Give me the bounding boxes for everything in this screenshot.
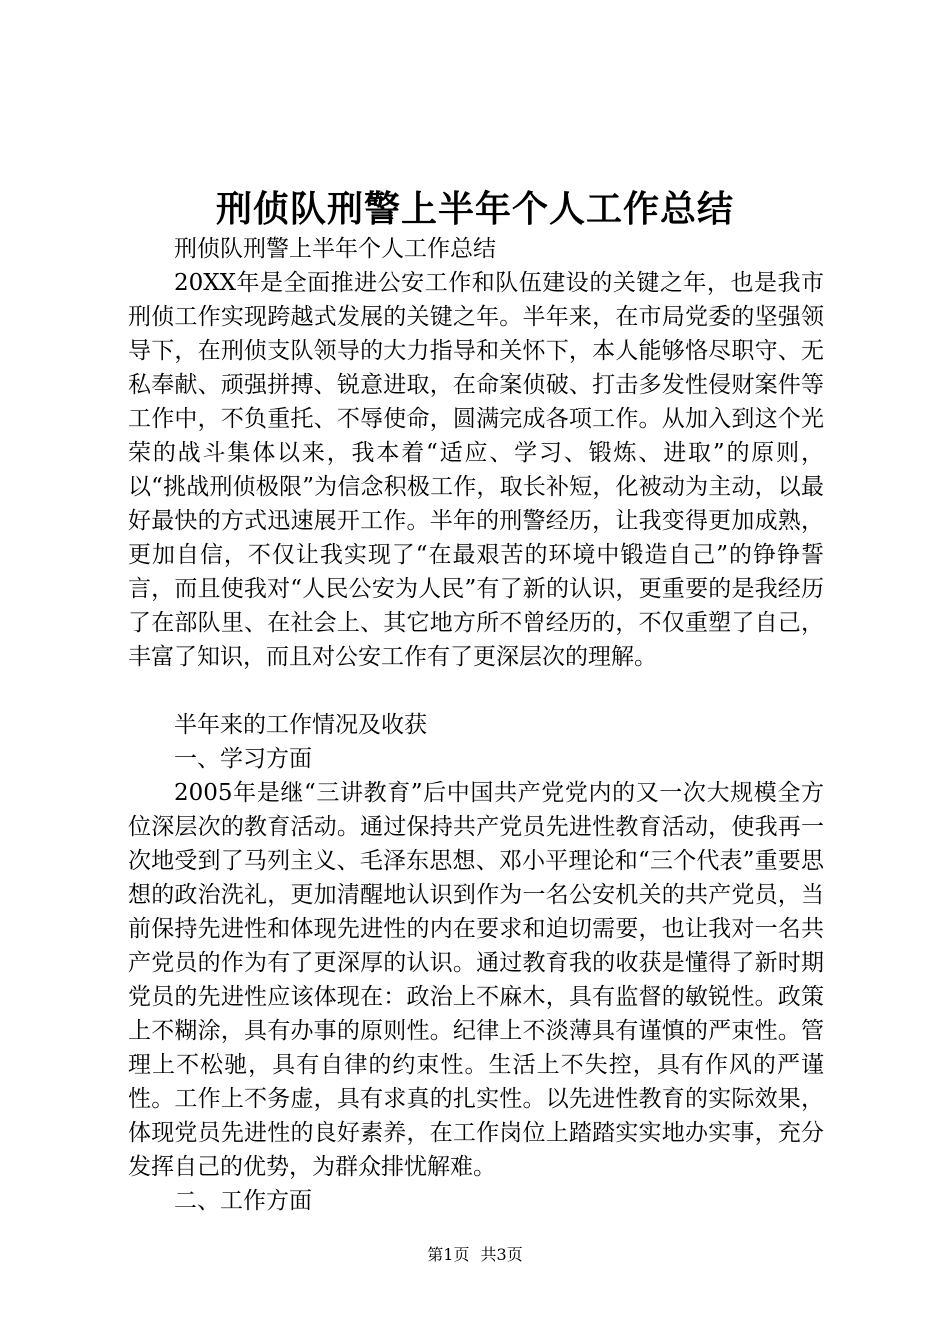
section2-heading: 二、工作方面 [174,1188,312,1214]
section1-heading: 一、学习方面 [174,746,312,772]
intro-paragraph: 20XX年是全面推进公安工作和队伍建设的关键之年，也是我市刑侦工作实现跨越式发展的关键之年。半年来，在市局党委的坚强领导下，在刑侦支队领导的大力指导和关怀下，本人能够恪尽职守、无私奉献、顽强拼搏、锐意进取，在命案侦破、打击多发性侵财案件等工作中，不负重托、不辱使命，圆满完成各项工作。从加入到这个光荣的战斗集体以来，我本着“适应、学习、锻炼、进取”的原则，以“挑战刑侦极限”为信念积极工作，取长补短，化被动为主动，以最好最快的方式迅速展开工作。半年的刑警经历，让我变得更加成熟，更加自信，不仅让我实现了“在最艰苦的环境中锻造自己”的铮铮誓言，而且使我对“人民公安为人民”有了新的认识，更重要的是我经历了在部队里、在社会上、其它地方所不曾经历的，不仅重塑了自己，丰富了知识，而且对公安工作有了更深层次的理解。 [128,270,824,670]
page-footer [0,1244,950,1266]
section1-paragraph: 2005年是继“三讲教育”后中国共产党党内的又一次大规模全方位深层次的教育活动。通过保持共产党员先进性教育活动，使我再一次地受到了马列主义、毛泽东思想、邓小平理论和“三个代表”重要思想的政治洗礼，更加清醒地认识到作为一名公安机关的共产党员，当前保持先进性和体现先进性的内在要求和迫切需要，也让我对一名共产党员的作为有了更深厚的认识。通过教育我的收获是懂得了新时期党员的先进性应该体现在：政治上不麻木，具有监督的敏锐性。政策上不糊涂，具有办事的原则性。纪律上不淡薄具有谨慎的严束性。管理上不松驰，具有自律的约束性。生活上不失控，具有作风的严谨性。工作上不务虚，具有求真的扎实性。以先进性教育的实际效果，体现党员先进性的良好素养，在工作岗位上踏踏实实地办实事，充分发挥自己的优势，为群众排忧解难。 [128,780,824,1180]
page-number: 第1页 [427,1245,470,1264]
subtitle-paragraph: 刑侦队刑警上半年个人工作总结 [174,236,496,262]
document-title: 刑侦队刑警上半年个人工作总结 [215,188,734,230]
paragraph-gap [128,674,824,708]
section-heading: 半年来的工作情况及收获 [174,712,427,738]
document-body [128,232,824,1218]
page-total: 共3页 [480,1245,523,1264]
